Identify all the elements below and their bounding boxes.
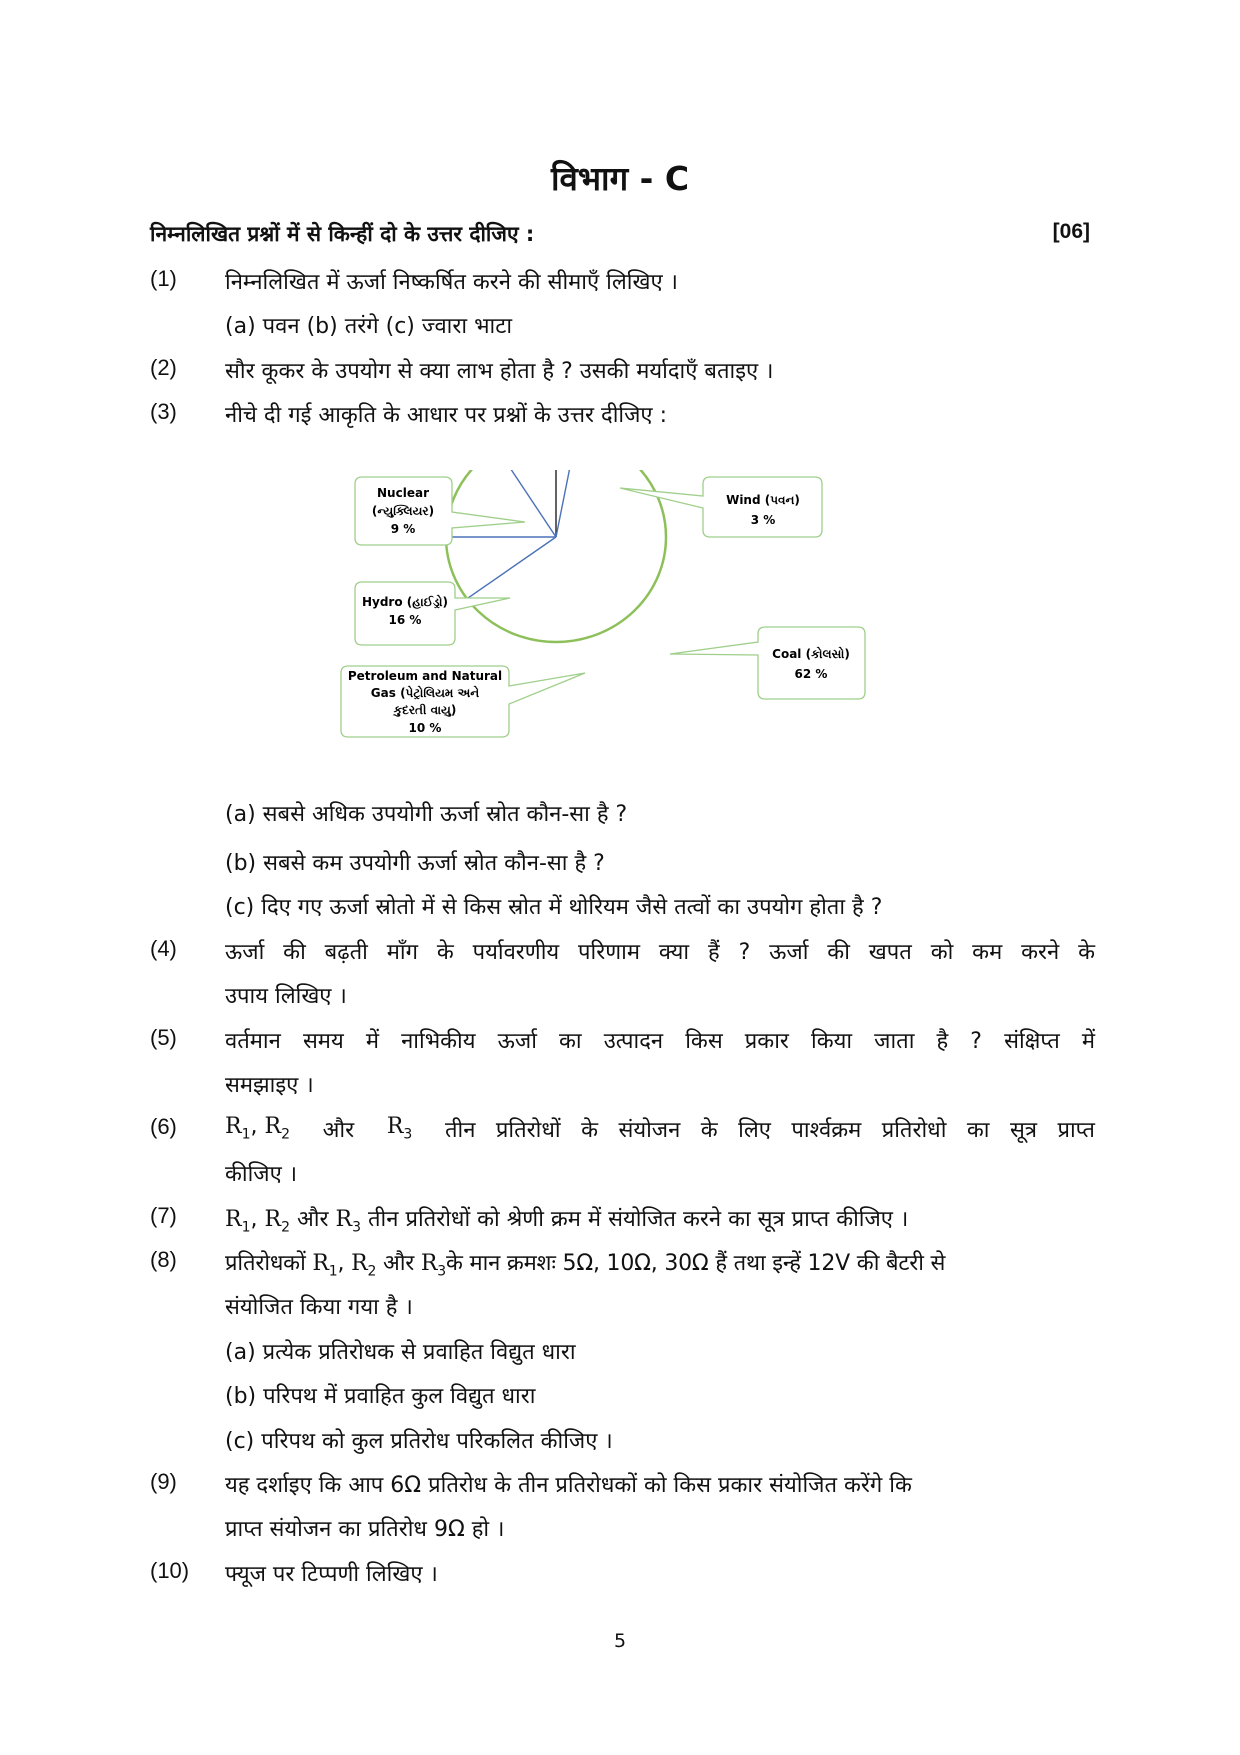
q8-sub-a: (a) प्रत्येक प्रतिरोधक से प्रवाहित विद्युत धारा <box>225 1340 576 1365</box>
pie-group <box>446 470 666 642</box>
petro-sub1: Gas (પેટ્રોલિયમ અને <box>370 686 480 700</box>
q3-text: नीचे दी गई आकृति के आधार पर प्रश्नों के उत्तर दीजिए : <box>225 403 667 428</box>
instruction: निम्नलिखित प्रश्नों में से किन्हीं दो के उत्तर दीजिए : <box>150 222 535 246</box>
q2-number: (2) <box>150 355 177 380</box>
q7-line1: $R_1$, $R_2$ और $R_3$ तीन प्रतिरोधों को श्रेणी क्रम में संयोजित करने का सूत्र प्राप्त कीजिए । <box>225 1207 909 1236</box>
wind-pct: 3 % <box>750 513 776 527</box>
nuclear-label: Nuclear <box>377 486 429 500</box>
nuclear-sub: (ન્યુક્લિયર) <box>371 504 435 518</box>
energy-pie-chart <box>330 470 880 745</box>
q6-r3: $R_3$ <box>386 1114 413 1143</box>
q3-sub-a: (a) सबसे अधिक उपयोगी ऊर्जा स्रोत कौन-सा है ? <box>225 802 628 827</box>
q6-resistors: $R_1$, $R_2$ <box>225 1114 290 1143</box>
q4-line2: उपाय लिखिए । <box>225 984 347 1009</box>
q6-line1 <box>225 1114 1095 1144</box>
marks: [06] <box>1052 220 1090 243</box>
hydro-pct: 16 % <box>388 613 422 627</box>
page-number: 5 <box>613 1630 627 1652</box>
q1-sub: (a) पवन (b) तरंगे (c) ज्वारा भाटा <box>225 314 513 339</box>
callout-petro <box>341 666 585 737</box>
q5-line1: वर्तमान समय में नाभिकीय ऊर्जा का उत्पादन किस प्रकार किया जाता है ? संक्षिप्त में <box>225 1029 1095 1054</box>
q6-tail: तीन प्रतिरोधों के संयोजन के लिए पार्श्वक्रम प्रतिरोधो का सूत्र प्राप्त <box>444 1118 1095 1143</box>
q5-number: (5) <box>150 1025 177 1050</box>
nuclear-pct: 9 % <box>390 522 416 536</box>
petro-sub2: કુદરતી વાયુ) <box>393 703 457 717</box>
q8-sub-c: (c) परिपथ को कुल प्रतिरोध परिकलित कीजिए । <box>225 1429 613 1454</box>
q6-line2: कीजिए । <box>225 1162 298 1187</box>
coal-label: Coal (કોલસો) <box>772 647 850 661</box>
petro-pct: 10 % <box>408 721 442 735</box>
coal-pct: 62 % <box>794 667 828 681</box>
q4-number: (4) <box>150 936 177 961</box>
section-title: विभाग - C <box>550 159 690 198</box>
q6-and: और <box>322 1118 355 1143</box>
q9-number: (9) <box>150 1469 177 1494</box>
q1-text: निम्नलिखित में ऊर्जा निष्कर्षित करने की सीमाएँ लिखिए । <box>225 270 678 295</box>
q4-line1: ऊर्जा की बढ़ती माँग के पर्यावरणीय परिणाम क्या हैं ? ऊर्जा की खपत को कम करने के <box>225 940 1095 965</box>
q5-line2: समझाइए । <box>225 1073 314 1098</box>
q3-sub-c: (c) दिए गए ऊर्जा स्रोतो में से किस स्रोत में थोरियम जैसे तत्वों का उपयोग होता है ? <box>225 895 883 920</box>
callout-coal <box>670 627 865 699</box>
q3-sub-b: (b) सबसे कम उपयोगी ऊर्जा स्रोत कौन-सा है ? <box>225 851 605 876</box>
q9-line1: यह दर्शाइए कि आप 6Ω प्रतिरोध के तीन प्रतिरोधकों को किस प्रकार संयोजित करेंगे कि <box>225 1473 912 1498</box>
q8-sub-b: (b) परिपथ में प्रवाहित कुल विद्युत धारा <box>225 1384 536 1409</box>
petro-label: Petroleum and Natural <box>347 669 503 683</box>
q10-number: (10) <box>150 1558 190 1583</box>
q8-line2: संयोजित किया गया है । <box>225 1295 413 1320</box>
q7-number: (7) <box>150 1203 177 1228</box>
q9-line2: प्राप्त संयोजन का प्रतिरोध 9Ω हो । <box>225 1517 505 1542</box>
q3-number: (3) <box>150 399 177 424</box>
q8-number: (8) <box>150 1247 177 1272</box>
q10-text: फ्यूज पर टिप्पणी लिखिए । <box>225 1562 438 1587</box>
wind-label: Wind (પવન) <box>726 493 800 507</box>
q2-text: सौर कूकर के उपयोग से क्या लाभ होता है ? उसकी मर्यादाएँ बताइए । <box>225 359 774 384</box>
q6-number: (6) <box>150 1114 177 1139</box>
hydro-label: Hydro (હાઈડ્રો) <box>361 595 449 609</box>
q1-number: (1) <box>150 266 177 291</box>
q8-line1: प्रतिरोधकों $R_1$, $R_2$ और $R_3के$ मान क्रमशः 5Ω, 10Ω, 30Ω हैं तथा इन्हें 12V की बैटरी से <box>225 1251 946 1280</box>
